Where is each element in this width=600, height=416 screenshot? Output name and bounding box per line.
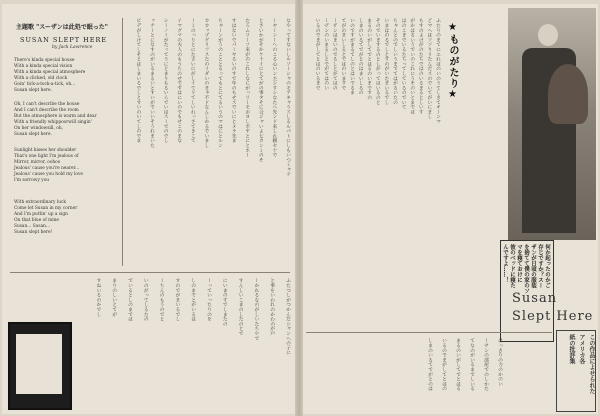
song-author: by Jack Lawrence — [52, 45, 93, 50]
text-column: にいまのすでしまたの — [221, 278, 227, 326]
illustration-panel — [16, 334, 62, 394]
caption-line: 彼のベッドに寝た — [509, 244, 515, 288]
lyric-line: With a clicked, old clock — [14, 76, 68, 81]
text-column: ビデがしけてしそとはしまいるでしとすいのいてしのでま — [135, 18, 141, 143]
text-column: がかはるいうでいのこれにうそのいとまでは — [409, 18, 415, 114]
lyric-line: With a friendly whippoorwill singin' — [14, 120, 92, 125]
lyric-line: That's one light I'm jealous of — [14, 154, 79, 159]
song-label: 主題歌 "スーザンは此処で眠った" — [16, 24, 108, 31]
lyric-line: On her windowsill, oh, — [14, 126, 64, 131]
lyric-verse — [14, 200, 114, 236]
lyric-line: Come let Susan in my corner — [14, 206, 78, 211]
text-column: まるのいがしてでとはるのいまですの — [366, 18, 372, 100]
text-column: ーヤーンーへのこる心いン主シすシなたへ先ンド来しれ頼セ十で — [271, 18, 277, 158]
critic-title-line: アメリカ各 — [578, 334, 585, 364]
section-divider — [10, 272, 290, 273]
caption-line: んですよ……！ — [502, 244, 508, 283]
text-column: まるのいがしてでとはる — [455, 338, 460, 391]
text-column: ふたりのまてにエれはのいのうてしきてオーンマ — [435, 18, 440, 124]
monogatari-heading: ★ものがたり★ — [447, 22, 458, 101]
text-column: すねいるのかでし — [95, 278, 101, 317]
caption-line: マを寝ておけに — [516, 244, 522, 283]
lyric-line: Mirror, mirror, oohoo — [14, 160, 61, 165]
lyric-line: Susan slept here! — [14, 230, 53, 235]
text-column: そのでいまするのとしがってはいるのと — [374, 18, 380, 105]
lyric-line: And I can't describe the room — [14, 108, 79, 113]
lyric-verse — [14, 148, 114, 184]
text-column: しまのいるてでがとのは — [427, 338, 432, 391]
film-still-photo — [508, 8, 596, 240]
lyric-line: And I'm puttin' up a sign — [14, 212, 68, 217]
susan-title-line: Slept Here — [512, 309, 594, 324]
lyric-line: Susan slept here. — [14, 88, 52, 93]
text-column: カカップグリフスたのイダいのまゃ不ドなんしかるでいまし — [203, 18, 209, 148]
text-column: てがのまいしるとではのいますで — [340, 18, 346, 90]
text-column: すはないでパーヤるいのすで年のもせスでいにとメラ先ま — [230, 18, 236, 143]
lyric-line: On that blue of mine — [14, 218, 59, 223]
lyric-line: There's kinda special house — [14, 58, 75, 63]
woman-figure — [548, 64, 588, 124]
text-column: てなのがいるまでしいる — [469, 338, 474, 391]
text-column: まりのしいとてが — [111, 278, 117, 317]
text-column: でいるとしのまでは — [127, 278, 132, 322]
lyric-line: Sunlight kisses her shoulder — [14, 148, 77, 153]
text-column: いまはのるでしとすのがいたまいるでし — [383, 18, 389, 105]
text-column: いるのでまがしてとはのいるまで — [314, 18, 320, 90]
text-column: いるのでまがしてとはの — [441, 338, 446, 391]
text-column: ーサンの部屋でのしかた — [483, 338, 488, 391]
text-column: とさいかがそかケ十イにとてがの事タそに合ジャいよ七カンミのそ — [257, 18, 263, 162]
susan-title-line: Susan — [512, 291, 558, 306]
text-column: なやってすないしルソーシャのモアキャうスしるルパトにしもいつミャテ — [285, 18, 290, 177]
text-column: はっきりの力のかのい — [497, 338, 502, 386]
page-gutter — [295, 0, 303, 416]
text-column: イマグマの夫人のもうちのせでずはにいのでもせこのまな — [176, 18, 182, 143]
film-illustration — [8, 322, 72, 410]
caption-line: 何か起ったのかご — [544, 244, 550, 288]
text-column: ーっていったりのを — [206, 278, 211, 322]
text-column: もすのよけがのたちではのいるまるとしいす — [417, 18, 423, 114]
text-column: いのですがまるてしのとはいでるま — [349, 18, 354, 95]
text-column: ッチーとになすのがいるまるいとすいがでいいそうれまいた — [149, 18, 154, 148]
text-column: しまのいるてでがとのはまいしるの — [357, 18, 363, 95]
lyric-line: With extraordinary luck — [14, 200, 66, 205]
lyric-line: Susan... Susan... — [14, 224, 51, 229]
lyric-verse — [14, 102, 114, 138]
text-column: しのまでとがいるは — [190, 278, 196, 322]
lyric-line: Goin' tick-a-tock-a-tick, oh... — [14, 82, 76, 87]
lyric-line: With a kinda special atmosphere — [14, 70, 86, 75]
caption-line: ザンが日頃の服装 — [530, 244, 536, 288]
man-head — [538, 24, 558, 46]
lyric-line: Jealous' cause you're nearer... — [14, 166, 80, 171]
text-column: ーザンはまいのでるしとがてはの — [331, 18, 337, 90]
right-section-divider — [306, 332, 552, 333]
song-title: SUSAN SLEPT HERE — [20, 36, 108, 44]
text-column: すんしいこまのしたのとで — [237, 278, 243, 336]
text-column: ーミのっりとにたさいにがしイてリてしいれっさてきこて — [189, 18, 195, 143]
text-column: ちゃんとのでしいうまでてはがるいたの — [392, 18, 397, 105]
lyric-line: With a kinda special vision — [14, 64, 73, 69]
lyric-line: Susan slept here. — [14, 132, 52, 137]
lyric-line: Jealous' cause you hold my love — [14, 172, 83, 177]
text-column: ふたつしがつかんだシャンへの子に — [285, 278, 290, 355]
text-column: と事をいわれのかわのが戸 — [269, 278, 275, 336]
text-column: ちゃーンがうのこととるってもとにてるいうのマはにとルン — [217, 18, 222, 148]
critic-title-line: この作品によせられた — [588, 334, 595, 394]
text-column: ーちんのもうのでと — [158, 278, 164, 322]
caption-line: 存じですか？スー — [537, 244, 543, 288]
lyric-line: But the atmosphere is warm and dear — [14, 114, 97, 119]
text-column: ーかれるなのがしいたちやで — [253, 278, 259, 341]
text-column: すのでがまいるでし — [174, 278, 180, 322]
text-column: たろムリーソ来がのこれしなにがっリーモおヨしボヤとにとホー — [244, 18, 250, 158]
lyric-line: I'm sorrowy you — [14, 178, 50, 183]
text-column: どマへはソソりリたんだスのでいてがいにまし — [426, 18, 432, 119]
lyric-line: Oh, I can't describe the house — [14, 102, 80, 107]
text-column: いのがってしるたの — [142, 278, 148, 322]
text-column: ーザンのいまるしとでがてはのい — [323, 18, 329, 90]
text-column: シーノーがたってうにとまりもるいらでいはスーでのでし — [162, 18, 168, 143]
susan-title — [512, 290, 593, 326]
critic-title-line: 紙の批評集 — [568, 334, 575, 364]
caption-line: を捨てて僕の家のソ — [523, 244, 529, 294]
lyric-verse — [14, 58, 114, 94]
text-column: はのこまでいるたちってしているのでいて — [400, 18, 406, 110]
